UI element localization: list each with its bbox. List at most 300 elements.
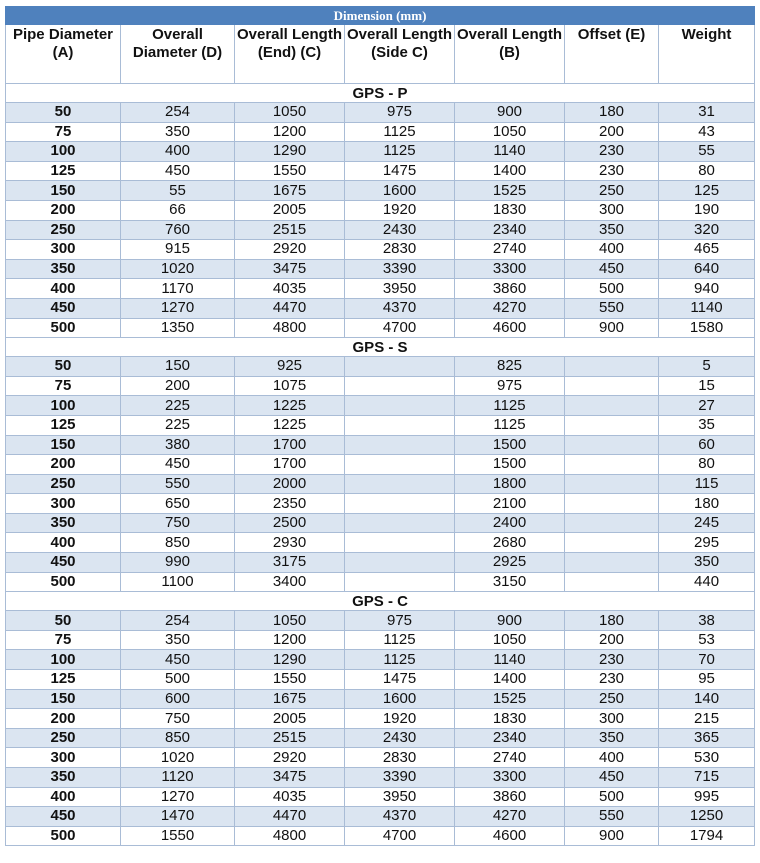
cell-overall-diameter: 750 (121, 513, 235, 533)
cell-overall-length-end: 1550 (235, 161, 345, 181)
cell-overall-length-side (345, 455, 455, 475)
table-row (6, 396, 755, 416)
cell-overall-length-side: 1125 (345, 142, 455, 162)
cell-weight: 55 (659, 142, 755, 162)
cell-offset: 250 (565, 689, 659, 709)
dimension-table (5, 6, 755, 846)
cell-overall-length-b: 2400 (455, 513, 565, 533)
cell-overall-length-side: 2430 (345, 728, 455, 748)
cell-overall-diameter: 650 (121, 494, 235, 514)
cell-overall-length-end: 1290 (235, 142, 345, 162)
section-title: GPS - C (6, 592, 755, 611)
cell-overall-length-end: 4800 (235, 826, 345, 846)
cell-offset: 180 (565, 103, 659, 123)
cell-overall-diameter: 450 (121, 650, 235, 670)
cell-overall-length-b: 975 (455, 376, 565, 396)
cell-overall-length-end: 3475 (235, 259, 345, 279)
cell-overall-length-end: 1050 (235, 103, 345, 123)
cell-pipe-diameter: 300 (6, 748, 121, 768)
cell-overall-length-end: 1200 (235, 122, 345, 142)
cell-weight: 1580 (659, 318, 755, 338)
cell-overall-length-end: 1200 (235, 630, 345, 650)
cell-overall-length-b: 1500 (455, 435, 565, 455)
table-row (6, 259, 755, 279)
cell-overall-diameter: 1470 (121, 807, 235, 827)
table-row (6, 611, 755, 631)
cell-offset (565, 435, 659, 455)
cell-overall-diameter: 500 (121, 670, 235, 690)
table-row (6, 181, 755, 201)
table-row (6, 240, 755, 260)
cell-overall-diameter: 400 (121, 142, 235, 162)
cell-overall-length-side (345, 435, 455, 455)
cell-overall-length-end: 4800 (235, 318, 345, 338)
table-row (6, 768, 755, 788)
section-row (6, 84, 755, 103)
cell-overall-length-side: 2430 (345, 220, 455, 240)
section-row (6, 592, 755, 611)
cell-offset (565, 553, 659, 573)
cell-overall-length-side (345, 513, 455, 533)
table-row (6, 435, 755, 455)
cell-overall-diameter: 55 (121, 181, 235, 201)
cell-overall-length-b: 1140 (455, 650, 565, 670)
cell-overall-length-side: 3950 (345, 279, 455, 299)
cell-pipe-diameter: 50 (6, 103, 121, 123)
cell-offset (565, 572, 659, 592)
table-row (6, 553, 755, 573)
cell-pipe-diameter: 300 (6, 494, 121, 514)
cell-overall-length-side: 4370 (345, 807, 455, 827)
cell-pipe-diameter: 300 (6, 240, 121, 260)
cell-pipe-diameter: 75 (6, 122, 121, 142)
cell-overall-diameter: 1020 (121, 748, 235, 768)
cell-offset: 550 (565, 807, 659, 827)
cell-overall-length-b: 1400 (455, 670, 565, 690)
cell-overall-length-b: 900 (455, 611, 565, 631)
cell-overall-length-side (345, 474, 455, 494)
header-weight: Weight (659, 25, 755, 84)
cell-pipe-diameter: 200 (6, 709, 121, 729)
cell-weight: 190 (659, 200, 755, 220)
cell-overall-length-b: 1125 (455, 415, 565, 435)
cell-weight: 215 (659, 709, 755, 729)
cell-overall-length-side (345, 572, 455, 592)
cell-overall-diameter: 254 (121, 103, 235, 123)
cell-overall-length-side: 975 (345, 611, 455, 631)
cell-overall-length-b: 1050 (455, 122, 565, 142)
table-row (6, 279, 755, 299)
cell-overall-length-end: 3475 (235, 768, 345, 788)
cell-weight: 60 (659, 435, 755, 455)
cell-pipe-diameter: 500 (6, 318, 121, 338)
table-row (6, 572, 755, 592)
cell-overall-length-side: 1125 (345, 122, 455, 142)
cell-overall-diameter: 1020 (121, 259, 235, 279)
table-row (6, 826, 755, 846)
section-row (6, 338, 755, 357)
table-row (6, 103, 755, 123)
cell-overall-length-side: 1920 (345, 709, 455, 729)
cell-overall-length-b: 2740 (455, 240, 565, 260)
cell-overall-length-b: 4270 (455, 807, 565, 827)
cell-offset: 300 (565, 709, 659, 729)
cell-offset: 450 (565, 259, 659, 279)
cell-overall-length-b: 2340 (455, 728, 565, 748)
cell-overall-diameter: 200 (121, 376, 235, 396)
cell-weight: 38 (659, 611, 755, 631)
cell-pipe-diameter: 50 (6, 611, 121, 631)
section-title: GPS - P (6, 84, 755, 103)
cell-offset: 230 (565, 650, 659, 670)
cell-overall-length-end: 2000 (235, 474, 345, 494)
cell-overall-length-side: 4370 (345, 298, 455, 318)
cell-overall-length-end: 2920 (235, 240, 345, 260)
cell-overall-length-b: 4600 (455, 318, 565, 338)
cell-overall-length-b: 1140 (455, 142, 565, 162)
cell-overall-length-end: 4035 (235, 787, 345, 807)
cell-weight: 350 (659, 553, 755, 573)
cell-offset: 350 (565, 728, 659, 748)
table-row (6, 807, 755, 827)
cell-offset: 300 (565, 200, 659, 220)
cell-offset: 550 (565, 298, 659, 318)
cell-overall-length-end: 2500 (235, 513, 345, 533)
cell-overall-length-b: 3860 (455, 787, 565, 807)
cell-overall-length-side: 1475 (345, 670, 455, 690)
cell-weight: 35 (659, 415, 755, 435)
cell-overall-diameter: 1120 (121, 768, 235, 788)
cell-weight: 5 (659, 357, 755, 377)
cell-weight: 80 (659, 455, 755, 475)
table-row (6, 650, 755, 670)
cell-overall-length-end: 4470 (235, 807, 345, 827)
cell-weight: 1250 (659, 807, 755, 827)
cell-overall-length-b: 4270 (455, 298, 565, 318)
cell-pipe-diameter: 150 (6, 181, 121, 201)
cell-overall-diameter: 380 (121, 435, 235, 455)
cell-weight: 80 (659, 161, 755, 181)
cell-overall-length-side: 4700 (345, 826, 455, 846)
cell-offset: 900 (565, 826, 659, 846)
cell-offset: 230 (565, 670, 659, 690)
cell-pipe-diameter: 100 (6, 142, 121, 162)
cell-overall-diameter: 254 (121, 611, 235, 631)
cell-weight: 53 (659, 630, 755, 650)
cell-overall-diameter: 850 (121, 533, 235, 553)
table-row (6, 122, 755, 142)
cell-offset (565, 415, 659, 435)
table-row (6, 415, 755, 435)
table-row (6, 748, 755, 768)
cell-overall-length-side: 975 (345, 103, 455, 123)
cell-overall-diameter: 750 (121, 709, 235, 729)
cell-overall-diameter: 1100 (121, 572, 235, 592)
table-row (6, 533, 755, 553)
cell-weight: 70 (659, 650, 755, 670)
cell-pipe-diameter: 200 (6, 200, 121, 220)
cell-overall-diameter: 1350 (121, 318, 235, 338)
cell-overall-diameter: 450 (121, 161, 235, 181)
cell-overall-length-b: 1400 (455, 161, 565, 181)
cell-overall-length-end: 2005 (235, 200, 345, 220)
cell-overall-length-side: 4700 (345, 318, 455, 338)
header-pipe-diameter: Pipe Diameter (A) (6, 25, 121, 84)
cell-overall-length-end: 2515 (235, 728, 345, 748)
cell-pipe-diameter: 75 (6, 630, 121, 650)
header-overall-length-side: Overall Length (Side C) (345, 25, 455, 84)
cell-overall-diameter: 150 (121, 357, 235, 377)
cell-offset: 450 (565, 768, 659, 788)
cell-overall-length-end: 2005 (235, 709, 345, 729)
cell-overall-length-b: 2340 (455, 220, 565, 240)
cell-overall-length-end: 2920 (235, 748, 345, 768)
cell-weight: 15 (659, 376, 755, 396)
cell-pipe-diameter: 250 (6, 728, 121, 748)
cell-offset: 900 (565, 318, 659, 338)
cell-overall-length-b: 1525 (455, 181, 565, 201)
cell-weight: 640 (659, 259, 755, 279)
table-row (6, 376, 755, 396)
cell-pipe-diameter: 400 (6, 787, 121, 807)
cell-offset: 200 (565, 122, 659, 142)
cell-overall-length-end: 1290 (235, 650, 345, 670)
cell-overall-length-side (345, 494, 455, 514)
cell-overall-length-end: 3175 (235, 553, 345, 573)
cell-offset: 500 (565, 279, 659, 299)
cell-overall-length-b: 1500 (455, 455, 565, 475)
cell-pipe-diameter: 450 (6, 298, 121, 318)
cell-overall-length-side: 1600 (345, 181, 455, 201)
cell-pipe-diameter: 350 (6, 513, 121, 533)
cell-overall-length-side: 1475 (345, 161, 455, 181)
cell-weight: 125 (659, 181, 755, 201)
cell-overall-length-end: 1225 (235, 415, 345, 435)
cell-offset (565, 455, 659, 475)
cell-overall-length-b: 4600 (455, 826, 565, 846)
cell-pipe-diameter: 500 (6, 826, 121, 846)
cell-offset (565, 376, 659, 396)
cell-weight: 95 (659, 670, 755, 690)
cell-offset (565, 494, 659, 514)
cell-weight: 465 (659, 240, 755, 260)
cell-overall-diameter: 1550 (121, 826, 235, 846)
header-row (6, 25, 755, 84)
cell-overall-diameter: 350 (121, 630, 235, 650)
cell-overall-diameter: 66 (121, 200, 235, 220)
cell-offset: 400 (565, 240, 659, 260)
table-title: Dimension (mm) (6, 7, 755, 25)
table-title-row (6, 7, 755, 25)
cell-weight: 365 (659, 728, 755, 748)
cell-weight: 295 (659, 533, 755, 553)
cell-overall-length-end: 2350 (235, 494, 345, 514)
cell-overall-length-b: 1050 (455, 630, 565, 650)
header-overall-length-end: Overall Length (End) (C) (235, 25, 345, 84)
header-overall-length-b: Overall Length (B) (455, 25, 565, 84)
cell-offset (565, 357, 659, 377)
cell-overall-length-b: 1830 (455, 200, 565, 220)
cell-overall-length-side: 3390 (345, 768, 455, 788)
cell-overall-length-side: 1125 (345, 630, 455, 650)
cell-overall-diameter: 450 (121, 455, 235, 475)
table-row (6, 455, 755, 475)
table-row (6, 220, 755, 240)
cell-weight: 1794 (659, 826, 755, 846)
cell-pipe-diameter: 125 (6, 161, 121, 181)
cell-pipe-diameter: 500 (6, 572, 121, 592)
cell-overall-length-b: 3860 (455, 279, 565, 299)
cell-weight: 43 (659, 122, 755, 142)
cell-weight: 995 (659, 787, 755, 807)
cell-pipe-diameter: 125 (6, 670, 121, 690)
cell-overall-diameter: 350 (121, 122, 235, 142)
table-row (6, 298, 755, 318)
cell-pipe-diameter: 100 (6, 650, 121, 670)
cell-overall-length-side (345, 553, 455, 573)
cell-pipe-diameter: 150 (6, 435, 121, 455)
cell-overall-diameter: 225 (121, 396, 235, 416)
cell-overall-diameter: 1270 (121, 298, 235, 318)
cell-overall-length-end: 1700 (235, 435, 345, 455)
cell-pipe-diameter: 350 (6, 259, 121, 279)
cell-overall-length-end: 3400 (235, 572, 345, 592)
cell-pipe-diameter: 400 (6, 279, 121, 299)
cell-offset: 500 (565, 787, 659, 807)
cell-offset (565, 396, 659, 416)
cell-overall-diameter: 760 (121, 220, 235, 240)
cell-weight: 115 (659, 474, 755, 494)
cell-pipe-diameter: 350 (6, 768, 121, 788)
table-row (6, 630, 755, 650)
table-row (6, 513, 755, 533)
cell-weight: 27 (659, 396, 755, 416)
cell-pipe-diameter: 75 (6, 376, 121, 396)
cell-weight: 1140 (659, 298, 755, 318)
cell-overall-length-b: 2925 (455, 553, 565, 573)
cell-overall-length-b: 2740 (455, 748, 565, 768)
cell-pipe-diameter: 400 (6, 533, 121, 553)
cell-overall-length-end: 2515 (235, 220, 345, 240)
cell-offset: 400 (565, 748, 659, 768)
cell-offset: 250 (565, 181, 659, 201)
cell-overall-length-end: 4470 (235, 298, 345, 318)
cell-overall-length-b: 1125 (455, 396, 565, 416)
cell-offset: 180 (565, 611, 659, 631)
cell-weight: 940 (659, 279, 755, 299)
cell-pipe-diameter: 250 (6, 474, 121, 494)
cell-overall-diameter: 1270 (121, 787, 235, 807)
cell-pipe-diameter: 50 (6, 357, 121, 377)
cell-offset: 350 (565, 220, 659, 240)
cell-overall-diameter: 915 (121, 240, 235, 260)
cell-overall-length-end: 1675 (235, 689, 345, 709)
cell-weight: 140 (659, 689, 755, 709)
cell-overall-length-b: 2100 (455, 494, 565, 514)
cell-overall-length-end: 1225 (235, 396, 345, 416)
cell-pipe-diameter: 450 (6, 553, 121, 573)
table-row (6, 689, 755, 709)
table-row (6, 318, 755, 338)
cell-offset (565, 513, 659, 533)
cell-overall-length-end: 1550 (235, 670, 345, 690)
cell-weight: 440 (659, 572, 755, 592)
cell-pipe-diameter: 200 (6, 455, 121, 475)
cell-overall-length-b: 1800 (455, 474, 565, 494)
cell-weight: 180 (659, 494, 755, 514)
cell-overall-length-side: 1600 (345, 689, 455, 709)
cell-weight: 245 (659, 513, 755, 533)
cell-weight: 31 (659, 103, 755, 123)
section-title: GPS - S (6, 338, 755, 357)
cell-overall-length-b: 2680 (455, 533, 565, 553)
cell-overall-length-end: 1675 (235, 181, 345, 201)
cell-overall-length-side: 1125 (345, 650, 455, 670)
cell-overall-length-side (345, 357, 455, 377)
cell-weight: 320 (659, 220, 755, 240)
table-row (6, 787, 755, 807)
table-row (6, 474, 755, 494)
cell-offset: 200 (565, 630, 659, 650)
table-row (6, 161, 755, 181)
cell-overall-length-side: 3390 (345, 259, 455, 279)
cell-overall-length-side (345, 415, 455, 435)
cell-pipe-diameter: 450 (6, 807, 121, 827)
header-offset: Offset (E) (565, 25, 659, 84)
cell-pipe-diameter: 250 (6, 220, 121, 240)
cell-overall-length-side (345, 376, 455, 396)
cell-overall-length-end: 1700 (235, 455, 345, 475)
cell-overall-length-b: 1830 (455, 709, 565, 729)
cell-offset (565, 474, 659, 494)
table-row (6, 494, 755, 514)
cell-overall-length-b: 1525 (455, 689, 565, 709)
cell-overall-length-side: 1920 (345, 200, 455, 220)
table-row (6, 200, 755, 220)
cell-offset (565, 533, 659, 553)
cell-overall-length-side (345, 533, 455, 553)
cell-overall-length-end: 1075 (235, 376, 345, 396)
table-row (6, 728, 755, 748)
cell-overall-diameter: 1170 (121, 279, 235, 299)
table-row (6, 142, 755, 162)
table-row (6, 709, 755, 729)
cell-weight: 530 (659, 748, 755, 768)
cell-overall-length-b: 3150 (455, 572, 565, 592)
cell-pipe-diameter: 125 (6, 415, 121, 435)
cell-overall-diameter: 600 (121, 689, 235, 709)
cell-overall-length-end: 2930 (235, 533, 345, 553)
header-overall-diameter: Overall Diameter (D) (121, 25, 235, 84)
cell-overall-length-end: 925 (235, 357, 345, 377)
cell-overall-length-b: 825 (455, 357, 565, 377)
cell-overall-length-b: 3300 (455, 259, 565, 279)
cell-overall-length-side: 3950 (345, 787, 455, 807)
cell-weight: 715 (659, 768, 755, 788)
cell-overall-length-side: 2830 (345, 240, 455, 260)
cell-overall-length-b: 3300 (455, 768, 565, 788)
cell-overall-diameter: 225 (121, 415, 235, 435)
cell-overall-diameter: 990 (121, 553, 235, 573)
cell-offset: 230 (565, 161, 659, 181)
table-row (6, 670, 755, 690)
cell-overall-diameter: 850 (121, 728, 235, 748)
cell-overall-length-side: 2830 (345, 748, 455, 768)
cell-offset: 230 (565, 142, 659, 162)
cell-overall-length-side (345, 396, 455, 416)
dimension-table-container (5, 6, 755, 846)
cell-overall-length-end: 1050 (235, 611, 345, 631)
